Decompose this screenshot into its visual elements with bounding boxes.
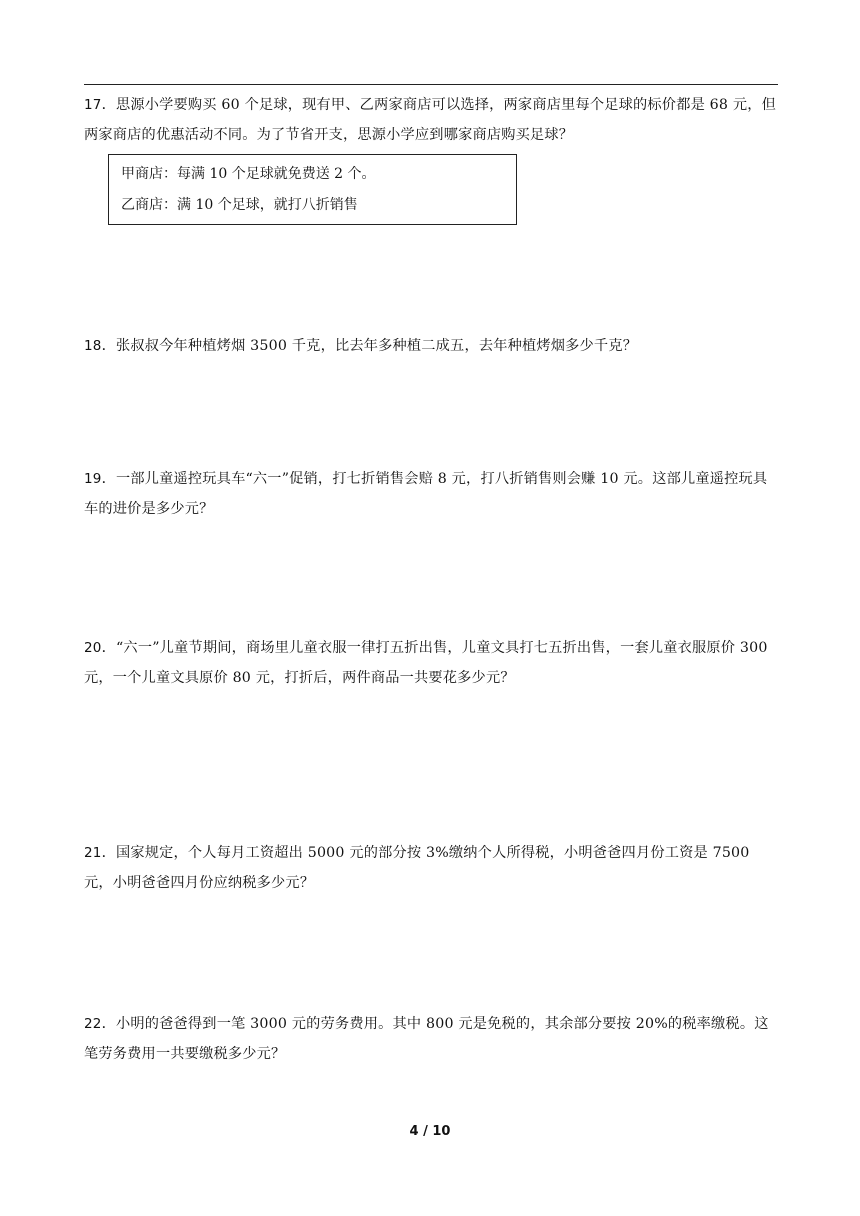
question-number: 17 [84, 97, 102, 113]
question-19 [84, 464, 780, 524]
question-number: 22 [84, 1016, 102, 1032]
question-17 [84, 90, 780, 150]
question-text: ．小明的爸爸得到一笔 3000 元的劳务费用。其中 800 元是免税的，其余部分要按 20%的税率缴税。这笔劳务费用一共要缴税多少元？ [84, 1016, 769, 1062]
question-20 [84, 633, 780, 693]
question-22 [84, 1009, 780, 1069]
question-21 [84, 838, 780, 898]
page-number: 4 / 10 [409, 1124, 451, 1139]
question-number: 18 [84, 338, 102, 354]
question-text: ．“六一”儿童节期间，商场里儿童衣服一律打五折出售，儿童文具打七五折出售，一套儿童衣服原价 300 元，一个儿童文具原价 80 元，打折后，两件商品一共要花多少元？ [84, 640, 768, 686]
question-text: ．一部儿童遥控玩具车“六一”促销，打七折销售会赔 8 元，打八折销售则会赚 10 元。这部儿童遥控玩具车的进价是多少元？ [84, 471, 768, 517]
question-text: ．思源小学要购买 60 个足球，现有甲、乙两家商店可以选择，两家商店里每个足球的标价都是 68 元，但两家商店的优惠活动不同。为了节省开支，思源小学应到哪家商店购买足球？ [84, 97, 777, 143]
header-rule [84, 84, 778, 85]
question-text: ．张叔叔今年种植烤烟 3500 千克，比去年多种植二成五，去年种植烤烟多少千克？ [101, 338, 638, 354]
question-text: ．国家规定，个人每月工资超出 5000 元的部分按 3%缴纳个人所得税，小明爸爸四月份工资是 7500 元，小明爸爸四月份应纳税多少元？ [84, 845, 750, 891]
offer-line-yi: 乙商店：满 10 个足球，就打八折销售 [121, 197, 358, 213]
question-number: 19 [84, 471, 102, 487]
question-18 [84, 331, 780, 361]
question-number: 20 [84, 640, 102, 656]
question-number: 21 [84, 845, 102, 861]
offer-line-jia: 甲商店：每满 10 个足球就免费送 2 个。 [121, 166, 376, 182]
offer-box [108, 154, 517, 225]
